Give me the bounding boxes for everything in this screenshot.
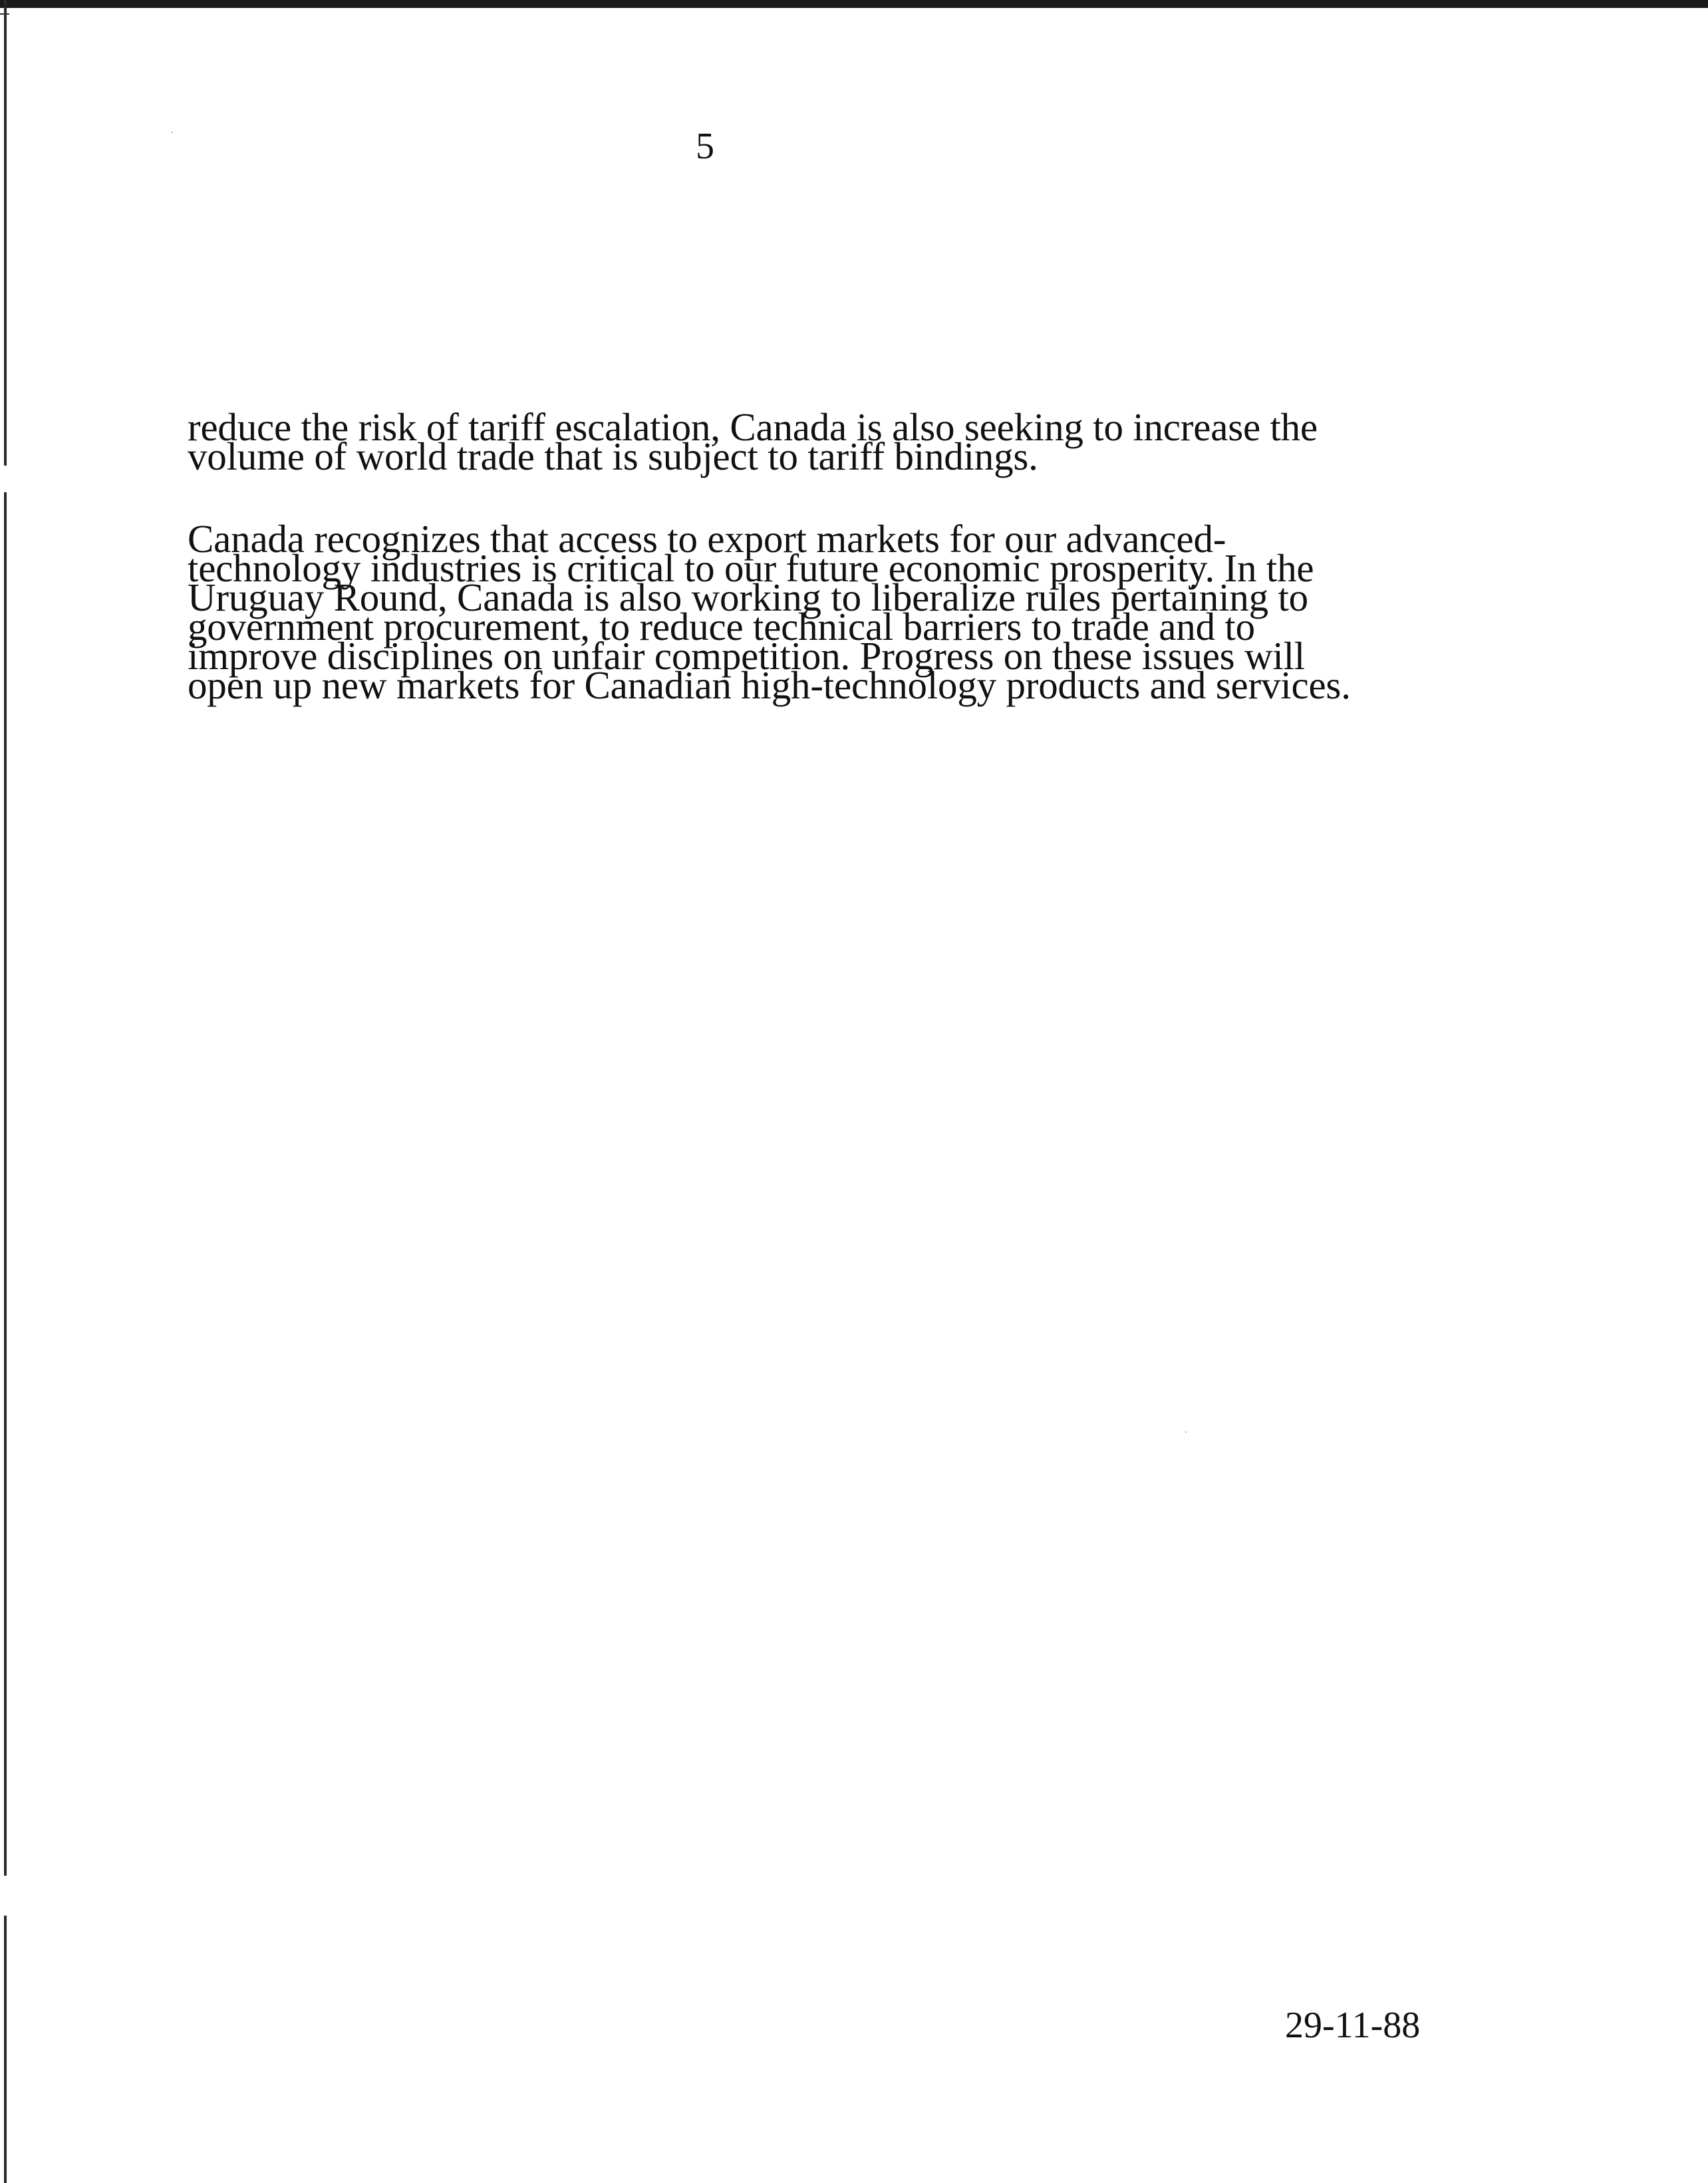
scan-speck	[1185, 1431, 1187, 1433]
paragraph: reduce the risk of tariff escalation, Canada is also seeking to increase the volume of world trade that is subject to tariff bindings.	[188, 405, 1318, 478]
paragraph: Canada recognizes that access to export markets for our advanced- technology industries is critical to our future economic prosperity. In the Uruguay Round, Canada is also working to liberalize rules pertaining to government procurement, to reduce technical barriers to trade and to improve disciplines on unfair competition. Progress on these issues will open up new markets for Canadian high-technology products and services.	[188, 517, 1351, 707]
scan-top-border	[0, 0, 1708, 8]
body-text	[188, 405, 1518, 707]
scan-speck	[172, 132, 173, 133]
scan-left-edge	[4, 0, 7, 2183]
date-stamp: 29-11-88	[1285, 2005, 1421, 2046]
scan-edge-mark	[0, 13, 9, 15]
scan-edge-gap	[3, 466, 7, 492]
scan-edge-gap	[3, 1876, 7, 1916]
page-number: 5	[696, 126, 714, 167]
